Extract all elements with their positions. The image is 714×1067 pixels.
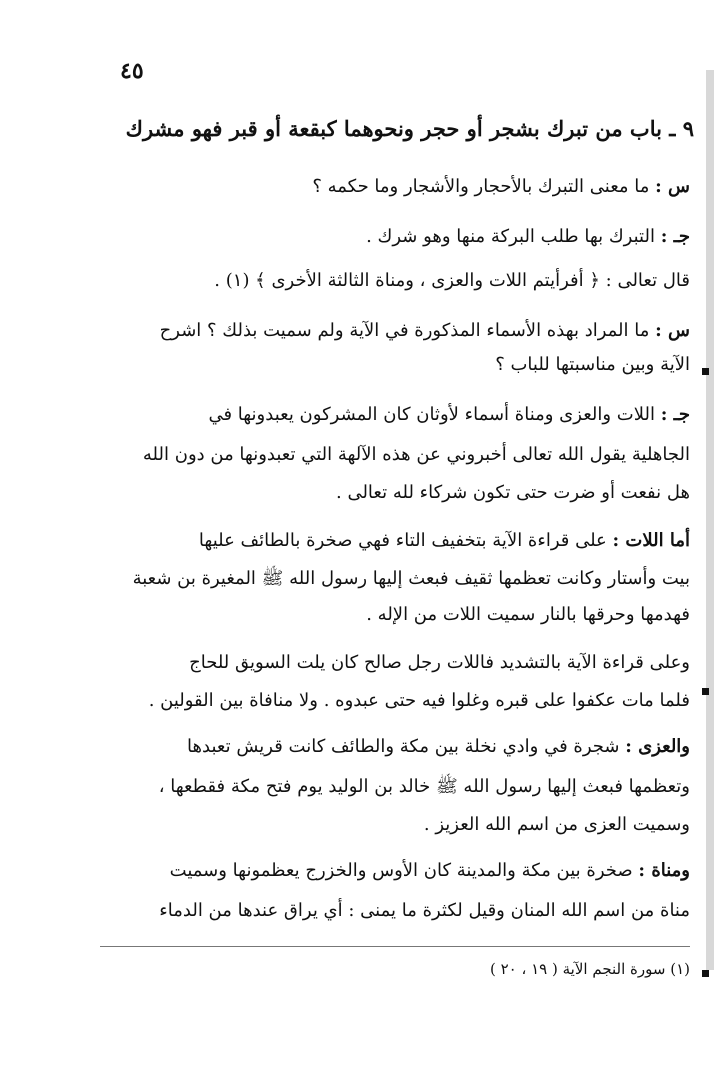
line-text: اللات والعزى ومناة أسماء لأوثان كان المشركون يعبدونها في xyxy=(208,404,661,425)
text-line xyxy=(96,772,690,802)
text-line xyxy=(96,648,690,678)
text-line xyxy=(96,478,690,508)
line-text: الجاهلية يقول الله تعالى أخبروني عن هذه الآلهة التي تعبدونها من دون الله xyxy=(142,444,690,465)
text-line xyxy=(96,732,690,762)
text-line xyxy=(96,686,690,716)
line-text: وتعظمها فبعث إليها رسول الله ﷺ خالد بن الوليد يوم فتح مكة فقطعها ، xyxy=(158,776,690,797)
margin-mark xyxy=(702,688,709,695)
text-line xyxy=(96,400,690,430)
line-text: قال تعالى : ﴿ أفرأيتم اللات والعزى ، ومناة الثالثة الأخرى ﴾ (١) . xyxy=(214,270,690,291)
line-lead: جـ : xyxy=(660,404,690,425)
line-text: وعلى قراءة الآية بالتشديد فاللات رجل صالح كان يلت السويق للحاج xyxy=(189,652,690,673)
line-text: مناة من اسم الله المنان وقيل لكثرة ما يمنى : أي يراق عندها من الدماء xyxy=(159,900,690,921)
line-text: الآية وبين مناسبتها للباب ؟ xyxy=(495,354,690,375)
line-text: فهدمها وحرقها بالنار سميت اللات من الإله . xyxy=(366,604,690,625)
line-lead: والعزى : xyxy=(625,736,690,757)
line-text: صخرة بين مكة والمدينة كان الأوس والخزرج يعظمونها وسميت xyxy=(169,860,639,881)
line-text: فلما مات عكفوا على قبره وغلوا فيه حتى عبدوه . ولا منافاة بين القولين . xyxy=(148,690,690,711)
line-text: على قراءة الآية بتخفيف التاء فهي صخرة بالطائف عليها xyxy=(198,530,613,551)
line-lead: س : xyxy=(655,176,690,197)
line-text: التبرك بها طلب البركة منها وهو شرك . xyxy=(366,226,661,247)
line-text: شجرة في وادي نخلة بين مكة والطائف كانت قريش تعبدها xyxy=(187,736,626,757)
line-text: بيت وأستار وكانت تعظمها ثقيف فبعث إليها رسول الله ﷺ المغيرة بن شعبة xyxy=(132,568,690,589)
line-lead: س : xyxy=(655,320,690,341)
page-edge-shadow xyxy=(706,70,714,970)
footnote-divider xyxy=(100,946,690,947)
text-line xyxy=(96,350,690,380)
line-lead: ومناة : xyxy=(638,860,690,881)
line-text: هل نفعت أو ضرت حتى تكون شركاء لله تعالى . xyxy=(336,482,690,503)
line-lead: جـ : xyxy=(660,226,690,247)
text-line xyxy=(96,222,690,252)
text-line xyxy=(96,810,690,840)
text-line xyxy=(96,316,690,346)
line-lead: أما اللات : xyxy=(612,530,690,551)
text-line xyxy=(96,600,690,630)
chapter-title: ٩ ـ باب من تبرك بشجر أو حجر ونحوهما كبقعة أو قبر فهو مشرك xyxy=(125,116,694,141)
footnote: (١) سورة النجم الآية ( ١٩ ، ٢٠ ) xyxy=(489,960,690,978)
line-text: ما المراد بهذه الأسماء المذكورة في الآية ولم سميت بذلك ؟ اشرح xyxy=(159,320,656,341)
line-text: ما معنى التبرك بالأحجار والأشجار وما حكمه ؟ xyxy=(312,176,656,197)
text-line xyxy=(96,172,690,202)
page-number: ٤٥ xyxy=(120,58,144,84)
text-line xyxy=(96,896,690,926)
margin-mark xyxy=(702,368,709,375)
margin-mark xyxy=(702,970,709,977)
text-line xyxy=(96,856,690,886)
line-text: وسميت العزى من اسم الله العزيز . xyxy=(423,814,690,835)
text-line xyxy=(96,526,690,556)
text-line xyxy=(96,564,690,594)
text-line xyxy=(96,440,690,470)
text-line xyxy=(96,266,690,296)
